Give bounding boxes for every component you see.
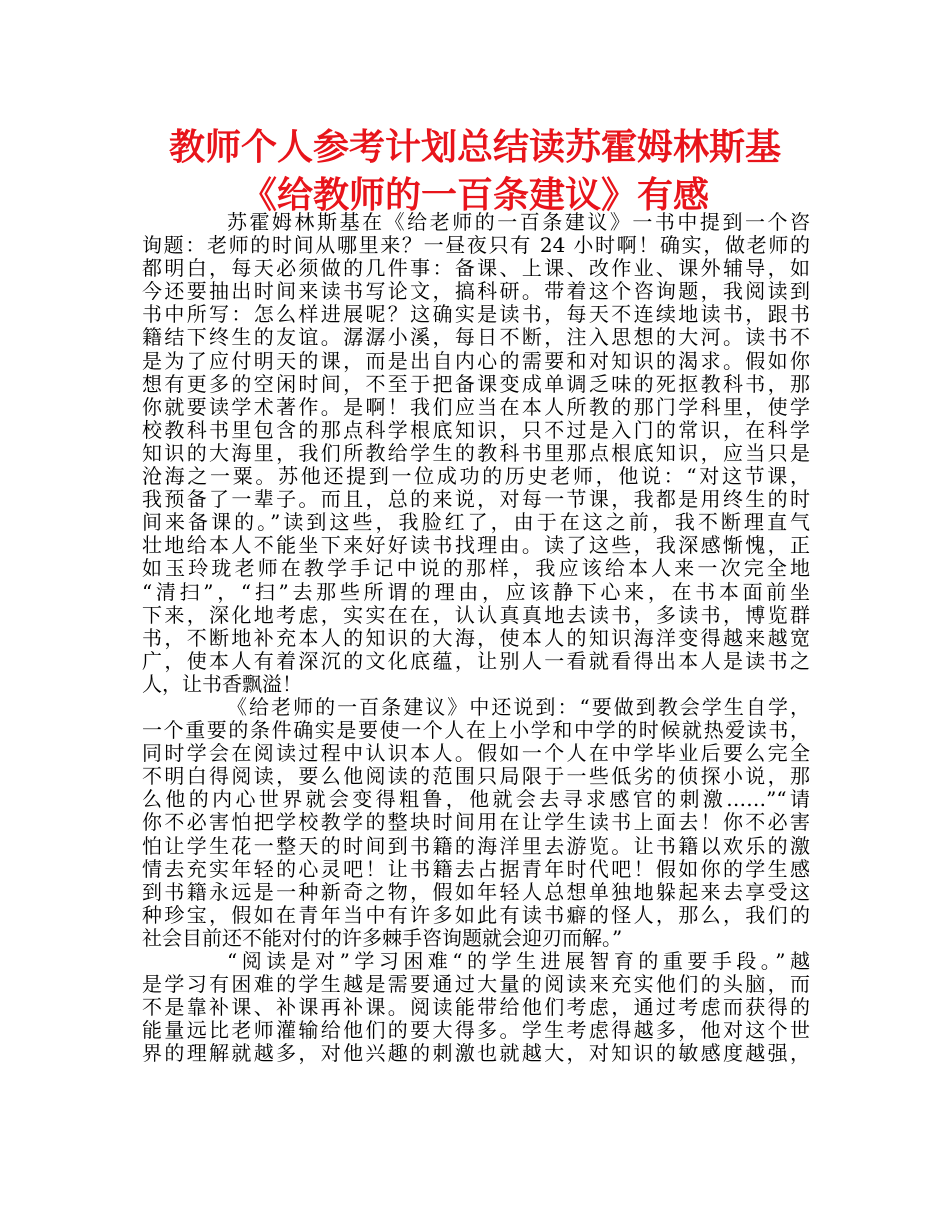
body-text-line: 如玉玲珑老师在教学手记中说的那样，我应该给本人来一次完全地 — [142, 556, 810, 581]
body-text-line: 《给老师的一百条建议》中还说到：“要做到教会学生自学， — [227, 694, 810, 719]
body-text-line: 今还要抽出时间来读书写论文，搞科研。带着这个咨询题，我阅读到 — [142, 279, 810, 304]
document-body — [142, 211, 810, 1065]
document-title-line-2: 《给教师的一百条建议》有感 — [240, 175, 709, 216]
body-text-line: 一个重要的条件确实是要使一个人在上小学和中学的时候就热爱读书， — [142, 718, 810, 743]
body-text-line: 书，不断地补充本人的知识的大海，使本人的知识海洋变得越来越宽 — [142, 625, 810, 650]
document-title-line-1: 教师个人参考计划总结读苏霍姆林斯基 — [168, 127, 781, 168]
body-text-line: “阅读是对”学习困难“的学生进展智育的重要手段。”越 — [227, 949, 810, 973]
body-text-line: “清扫”，“扫”去那些所谓的理由，应该静下心来，在书本面前坐 — [142, 579, 810, 604]
body-text-line: 种珍宝，假如在青年当中有许多如此有读书癖的怪人，那么，我们的 — [142, 902, 810, 927]
body-text-line: 人，让书香飘溢！ — [142, 671, 302, 696]
body-text-line: 能量远比老师灌输给他们的要大得多。学生考虑得越多，他对这个世 — [142, 1018, 810, 1043]
body-text-line: 么他的内心世界就会变得粗鲁，他就会去寻求感官的刺激……”“请 — [142, 787, 810, 812]
body-text-line: 情去充实年轻的心灵吧！让书籍去占据青年时代吧！假如你的学生感 — [142, 856, 810, 881]
body-text-line: 界的理解就越多，对他兴趣的刺激也就越大，对知识的敏感度越强， — [142, 1041, 810, 1066]
body-text-line: 我预备了一辈子。而且，总的来说，对每一节课，我都是用终生的时 — [142, 487, 810, 512]
body-text-line: 想有更多的空闲时间，不至于把备课变成单调乏味的死抠教科书，那 — [142, 371, 810, 396]
body-text-line: 是学习有困难的学生越是需要通过大量的阅读来充实他们的头脑，而 — [142, 972, 810, 997]
body-text-line: 沧海之一粟。苏他还提到一位成功的历史老师，他说：“对这节课， — [142, 464, 810, 489]
body-text-line: 广，使本人有着深沉的文化底蕴，让别人一看就看得出本人是读书之 — [142, 648, 810, 673]
body-text-line: 你不必害怕把学校教学的整块时间用在让学生读书上面去！你不必害 — [142, 810, 810, 835]
body-text-line: 你就要读学术著作。是啊！我们应当在本人所教的那门学科里，使学 — [142, 394, 810, 419]
body-text-line: 籍结下终生的友谊。潺潺小溪，每日不断，注入思想的大河。读书不 — [142, 325, 810, 350]
body-text-line: 同时学会在阅读过程中认识本人。假如一个人在中学毕业后要么完全 — [142, 741, 810, 766]
body-text-line: 知识的大海里，我们所教给学生的教科书里那点根底知识，应当只是 — [142, 440, 810, 465]
body-text-line: 询题：老师的时间从哪里来？一昼夜只有 24 小时啊！确实，做老师的 — [142, 233, 810, 258]
body-text-line: 不明白得阅读，要么他阅读的范围只局限于一些低劣的侦探小说，那 — [142, 764, 810, 789]
body-text-line: 不是靠补课、补课再补课。阅读能带给他们考虑，通过考虑而获得的 — [142, 995, 810, 1020]
body-text-line: 到书籍永远是一种新奇之物，假如年轻人总想单独地躲起来去享受这 — [142, 879, 810, 904]
body-text-line: 怕让学生花一整天的时间到书籍的海洋里去游览。让书籍以欢乐的激 — [142, 833, 810, 858]
body-text-line: 都明白，每天必须做的几件事：备课、上课、改作业、课外辅导，如 — [142, 256, 810, 281]
body-text-line: 是为了应付明天的课，而是出自内心的需要和对知识的渴求。假如你 — [142, 348, 810, 373]
body-text-line: 社会目前还不能对付的许多棘手咨询题就会迎刃而解。” — [142, 925, 623, 950]
body-text-line: 间来备课的。”读到这些，我脸红了，由于在这之前，我不断理直气 — [142, 510, 810, 535]
body-text-line: 书中所写：怎么样进展呢？这确实是读书，每天不连续地读书，跟书 — [142, 302, 810, 327]
body-text-line: 壮地给本人不能坐下来好好读书找理由。读了这些，我深感惭愧，正 — [142, 533, 810, 558]
body-text-line: 校教科书里包含的那点科学根底知识，只不过是入门的常识，在科学 — [142, 417, 810, 442]
body-text-line: 下来，深化地考虑，实实在在，认认真真地去读书，多读书，博览群 — [142, 602, 810, 627]
body-text-line: 苏霍姆林斯基在《给老师的一百条建议》一书中提到一个咨 — [227, 210, 810, 234]
